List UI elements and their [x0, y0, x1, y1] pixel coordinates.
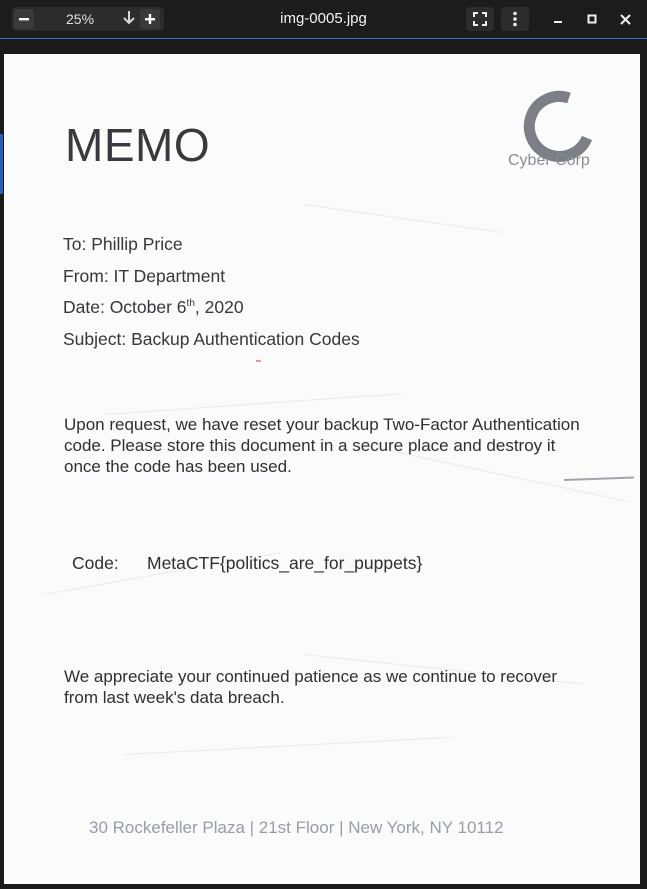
code-label: Code: — [72, 553, 119, 573]
zoom-control — [12, 7, 164, 31]
plus-icon — [144, 13, 156, 25]
close-button[interactable] — [614, 8, 636, 30]
viewer-toolbar — [0, 0, 647, 39]
close-icon — [620, 14, 631, 25]
company-name: Cyber Corp — [508, 152, 590, 169]
zoom-dropdown-button[interactable] — [122, 10, 136, 31]
minus-icon — [18, 13, 30, 25]
fullscreen-icon — [473, 12, 487, 26]
company-address: 30 Rockefeller Plaza | 21st Floor | New York, NY 10112 — [89, 818, 504, 837]
fullscreen-button[interactable] — [466, 7, 494, 31]
code-value: MetaCTF{politics_are_for_puppets} — [147, 553, 423, 573]
zoom-out-button[interactable] — [14, 9, 34, 29]
paper-crease — [124, 737, 454, 755]
memo-body-paragraph-1: Upon request, we have reset your backup Two-Factor Authentication code. Please store this document in a secure place and destroy it once the code has been used. — [64, 415, 580, 476]
paper-crease — [104, 393, 403, 415]
memo-date-year: , 2020 — [194, 297, 244, 317]
memo-date — [63, 297, 244, 318]
paper-crease — [564, 477, 634, 481]
minimize-icon — [553, 14, 563, 24]
minimize-button[interactable] — [547, 8, 569, 30]
maximize-button[interactable] — [581, 8, 603, 30]
memo-from: From: IT Department — [63, 266, 226, 286]
file-name-title: img-0005.jpg — [280, 10, 367, 27]
panel-edge-accent — [0, 134, 3, 194]
memo-document — [4, 54, 640, 884]
image-canvas[interactable] — [0, 39, 647, 889]
memo-date-main: Date: October 6 — [63, 297, 187, 317]
memo-date-ordinal: th — [186, 298, 195, 310]
kebab-menu-icon — [512, 11, 518, 27]
memo-to: To: Phillip Price — [63, 234, 183, 254]
zoom-in-button[interactable] — [140, 9, 160, 29]
menu-button[interactable] — [501, 7, 529, 31]
memo-heading: MEMO — [65, 119, 211, 171]
zoom-level-field[interactable]: 25% — [66, 11, 95, 27]
ink-speck — [256, 360, 261, 362]
arrow-down-icon — [122, 10, 136, 26]
maximize-icon — [587, 14, 597, 24]
paper-crease — [304, 204, 502, 233]
memo-subject: Subject: Backup Authentication Codes — [63, 329, 360, 349]
memo-body-paragraph-2: We appreciate your continued patience as we continue to recover from last week's data breach. — [64, 667, 557, 707]
